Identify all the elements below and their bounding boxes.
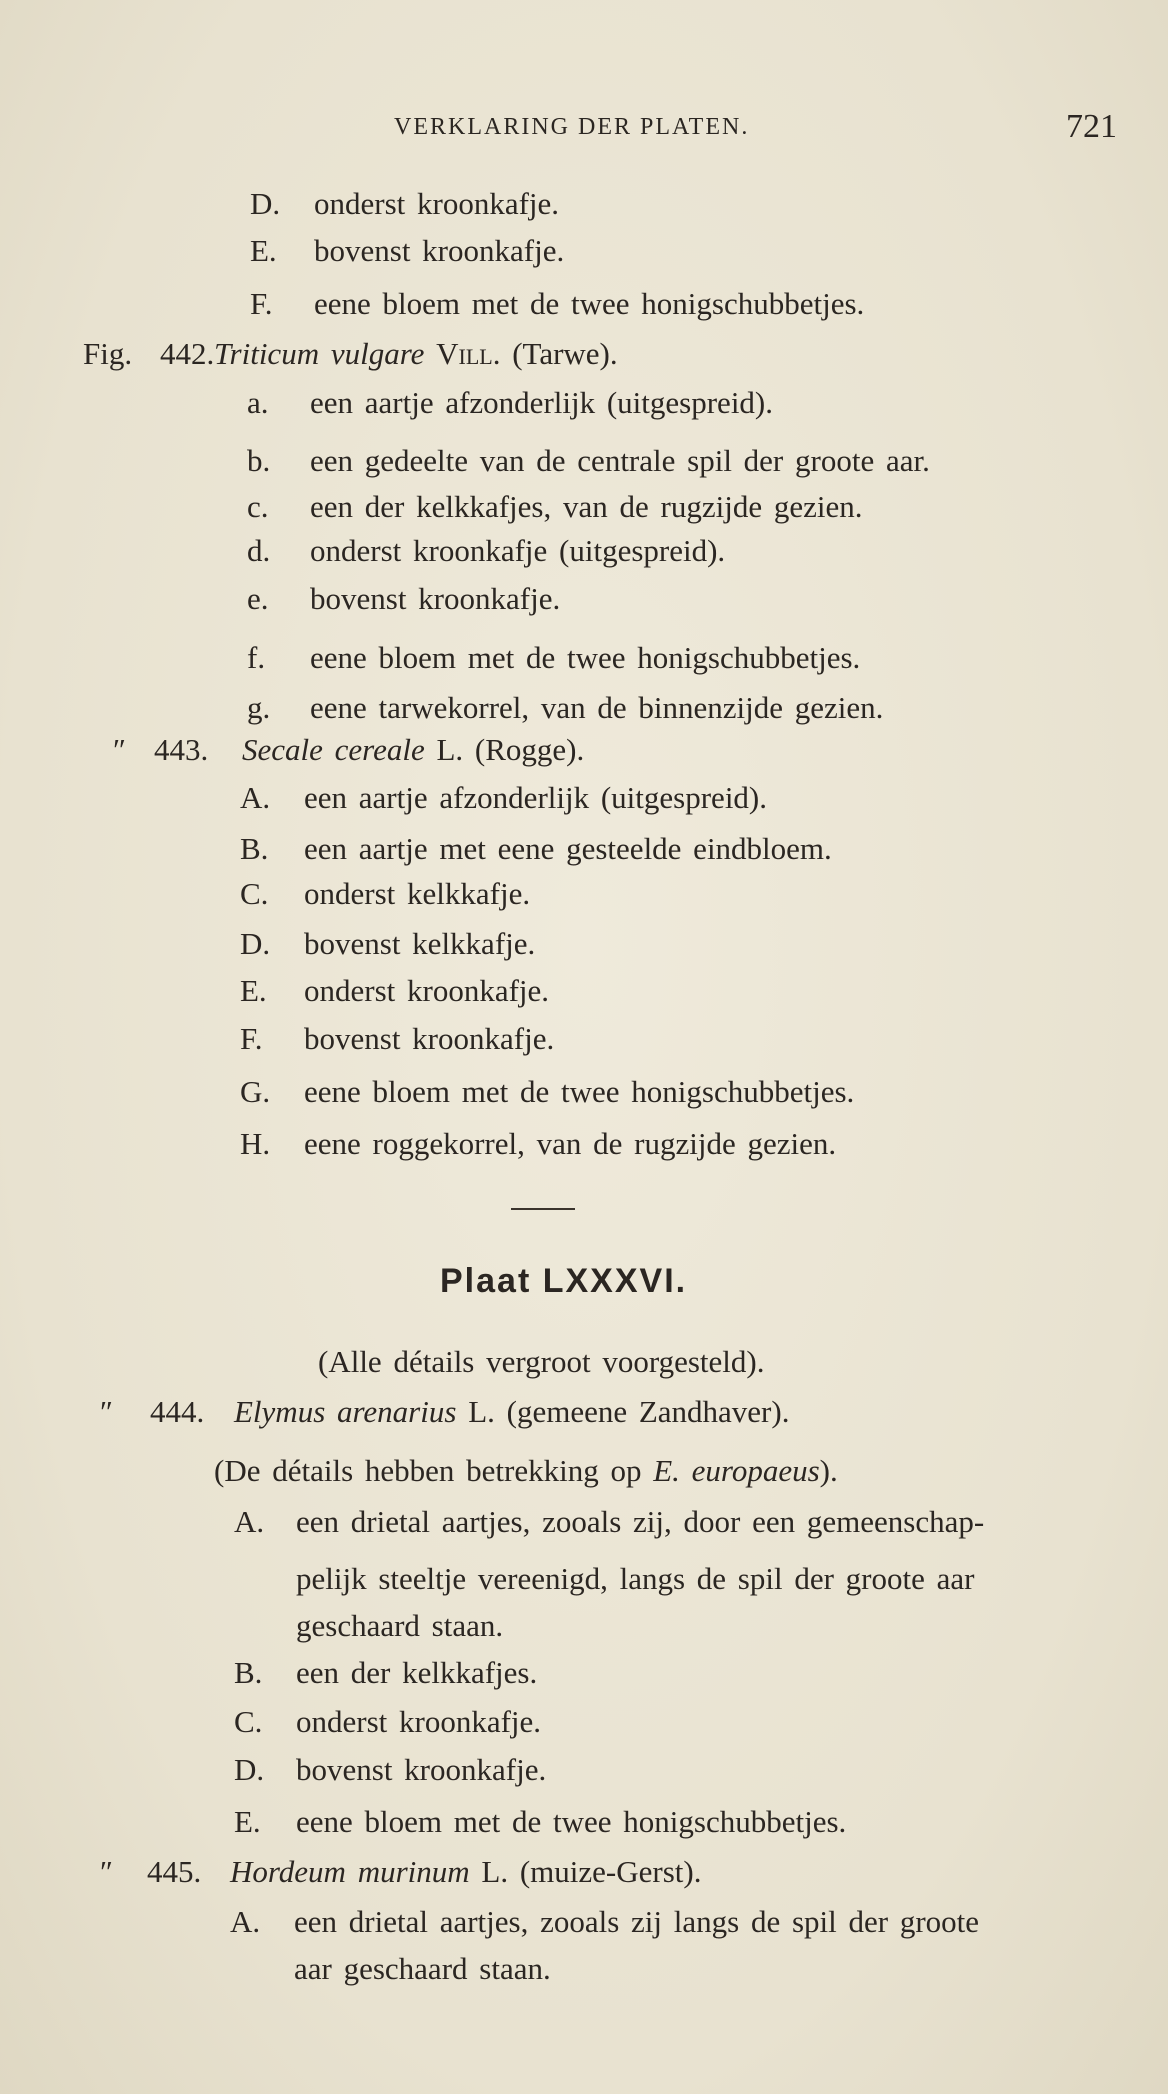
entry-text xyxy=(304,874,530,914)
entry-text xyxy=(310,487,862,527)
author-abbrev: Vill. xyxy=(436,336,501,371)
text-run: onderst kroonkafje. xyxy=(314,186,560,221)
text-run: een aartje met eene gesteelde eindbloem. xyxy=(304,831,832,866)
species-heading xyxy=(214,334,618,374)
item-label: e. xyxy=(247,581,269,616)
item-label: A. xyxy=(240,780,271,815)
item-label: D. xyxy=(250,186,281,221)
entry-text xyxy=(296,1653,537,1693)
text-run: bovenst kroonkafje. xyxy=(310,581,561,616)
latin-name: E. europaeus xyxy=(653,1453,820,1488)
entry-text xyxy=(296,1559,974,1599)
entry-text xyxy=(318,1342,764,1382)
entry-text xyxy=(296,1502,984,1542)
item-label: f. xyxy=(247,640,266,675)
item-label: E. xyxy=(250,233,277,268)
item-label: D. xyxy=(240,926,271,961)
entry-text xyxy=(314,231,564,271)
entry-text xyxy=(296,1750,546,1790)
latin-name: Secale cereale xyxy=(242,732,425,767)
entry-text xyxy=(310,383,773,423)
latin-name: Triticum vulgare xyxy=(214,336,425,371)
item-label: B. xyxy=(240,831,269,866)
figure-number: 445. xyxy=(147,1854,202,1889)
entry-text xyxy=(296,1606,503,1646)
latin-name: Hordeum murinum xyxy=(230,1854,470,1889)
species-heading xyxy=(242,730,584,770)
entry-text xyxy=(304,1124,836,1164)
text-run: bovenst kroonkafje. xyxy=(314,233,565,268)
item-label: B. xyxy=(234,1655,263,1690)
text-run: ). xyxy=(819,1453,838,1488)
figure-mark: ″ xyxy=(113,732,126,767)
species-heading xyxy=(230,1852,701,1892)
entry-text xyxy=(304,1072,854,1112)
entry-text xyxy=(296,1802,846,1842)
text-run: onderst kroonkafje (uitgespreid). xyxy=(310,533,726,568)
item-label: d. xyxy=(247,533,271,568)
entry-text xyxy=(310,441,930,481)
plate-heading: Plaat LXXXVI. xyxy=(440,1262,688,1300)
text-run: een aartje afzonderlijk (uitgespreid). xyxy=(310,385,773,420)
text-run: een der kelkkafjes, van de rugzijde gezien. xyxy=(310,489,863,524)
item-label: a. xyxy=(247,385,269,420)
item-label: A. xyxy=(234,1504,265,1539)
entry-text xyxy=(314,284,864,324)
entry-text xyxy=(310,638,860,678)
text-run: bovenst kroonkafje. xyxy=(304,1021,555,1056)
text-run: (De détails hebben betrekking op xyxy=(214,1453,654,1488)
item-label: H. xyxy=(240,1126,271,1161)
figure-mark: ″ xyxy=(100,1394,113,1429)
section-divider xyxy=(511,1208,575,1210)
text-run: (Alle détails vergroot voorgesteld). xyxy=(318,1344,765,1379)
text-run: L. (muize-Gerst). xyxy=(469,1854,702,1889)
entry-text xyxy=(304,829,832,869)
text-run xyxy=(424,336,436,371)
entry-text xyxy=(294,1902,979,1942)
item-label: E. xyxy=(234,1804,261,1839)
entry-text xyxy=(304,971,549,1011)
text-run: eene bloem met de twee honigschubbetjes. xyxy=(296,1804,847,1839)
text-run: (Tarwe). xyxy=(500,336,618,371)
item-label: c. xyxy=(247,489,269,524)
figure-mark: ″ xyxy=(100,1854,113,1889)
item-label: D. xyxy=(234,1752,265,1787)
entry-text xyxy=(310,688,883,728)
figure-number: 443. xyxy=(154,732,209,767)
text-run: eene bloem met de twee honigschubbetjes. xyxy=(310,640,861,675)
text-run: onderst kelkkafje. xyxy=(304,876,531,911)
text-run: eene bloem met de twee honigschubbetjes. xyxy=(314,286,865,321)
text-run: een gedeelte van de centrale spil der groote aar. xyxy=(310,443,930,478)
figure-mark: Fig. xyxy=(83,336,133,371)
text-run: onderst kroonkafje. xyxy=(304,973,550,1008)
text-run: pelijk steeltje vereenigd, langs de spil der groote aar xyxy=(296,1561,975,1596)
figure-number: 442. xyxy=(160,336,215,371)
entry-text xyxy=(310,579,560,619)
latin-name: Elymus arenarius xyxy=(234,1394,457,1429)
running-header: VERKLARING DER PLATEN. xyxy=(394,114,750,140)
entry-text xyxy=(214,1451,838,1491)
item-label: F. xyxy=(250,286,273,321)
text-run: geschaard staan. xyxy=(296,1608,504,1643)
text-run: een aartje afzonderlijk (uitgespreid). xyxy=(304,780,767,815)
text-run: aar geschaard staan. xyxy=(294,1951,551,1986)
entry-text xyxy=(296,1702,541,1742)
entry-text xyxy=(304,924,535,964)
item-label: C. xyxy=(234,1704,263,1739)
text-run: eene roggekorrel, van de rugzijde gezien. xyxy=(304,1126,837,1161)
item-label: g. xyxy=(247,690,271,725)
text-run: bovenst kroonkafje. xyxy=(296,1752,547,1787)
item-label: F. xyxy=(240,1021,263,1056)
text-run: eene tarwekorrel, van de binnenzijde gezien. xyxy=(310,690,884,725)
item-label: E. xyxy=(240,973,267,1008)
entry-text xyxy=(304,778,767,818)
entry-text xyxy=(304,1019,554,1059)
text-run: onderst kroonkafje. xyxy=(296,1704,542,1739)
species-heading xyxy=(234,1392,789,1432)
entry-text xyxy=(294,1949,551,1989)
text-run: een drietal aartjes, zooals zij, door een gemeenschap- xyxy=(296,1504,985,1539)
text-run: L. (Rogge). xyxy=(424,732,585,767)
item-label: C. xyxy=(240,876,269,911)
entry-text xyxy=(310,531,725,571)
text-run: eene bloem met de twee honigschubbetjes. xyxy=(304,1074,855,1109)
text-run: een der kelkkafjes. xyxy=(296,1655,538,1690)
text-run: L. (gemeene Zandhaver). xyxy=(456,1394,790,1429)
item-label: b. xyxy=(247,443,271,478)
figure-number: 444. xyxy=(150,1394,205,1429)
entry-text xyxy=(314,184,559,224)
item-label: A. xyxy=(230,1904,261,1939)
page-number: 721 xyxy=(1066,108,1117,145)
item-label: G. xyxy=(240,1074,271,1109)
text-run: een drietal aartjes, zooals zij langs de spil der groote xyxy=(294,1904,980,1939)
text-run: bovenst kelkkafje. xyxy=(304,926,536,961)
